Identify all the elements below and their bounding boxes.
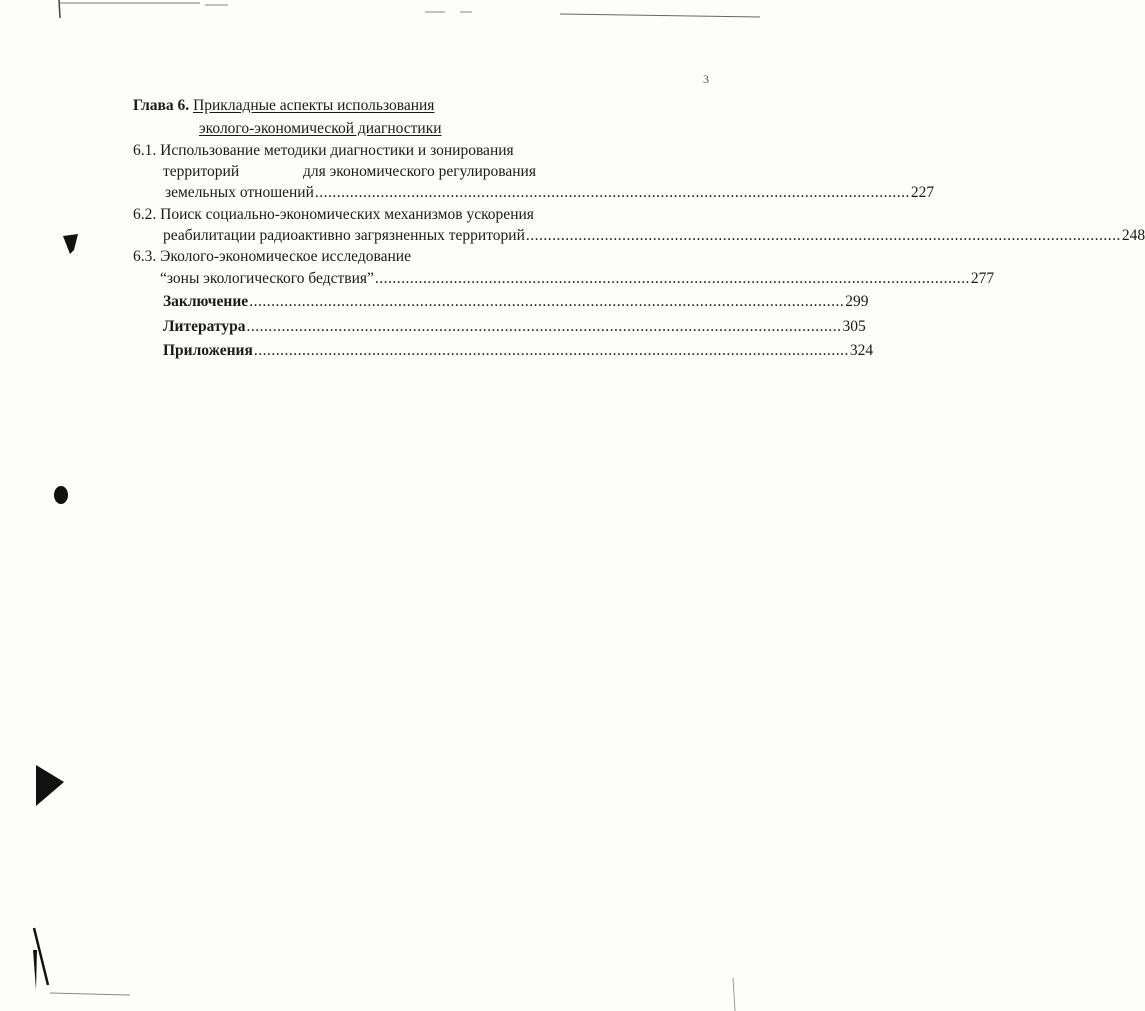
chapter-label: Глава 6. [133, 97, 190, 114]
toc-entry-title: реабилитации радиоактивно загрязненных территорий [163, 227, 525, 244]
section-6-3-heading [133, 247, 411, 267]
toc-page-number: 324 [849, 342, 874, 359]
toc-page-number: 305 [842, 318, 866, 335]
section-number: 6.3. [133, 248, 157, 265]
chapter-title-line2: эколого-экономической диагностики [199, 120, 442, 137]
toc-page-number: 299 [845, 293, 869, 310]
toc-entry-6-3[interactable] [160, 269, 995, 289]
section-6-1-line2b: для экономического регулирования [303, 163, 536, 180]
toc-entry-title: Приложения [163, 342, 253, 359]
section-6-2-heading [133, 205, 534, 225]
leader-dots: ........................................................................................................................................ [314, 184, 910, 201]
leader-dots: ........................................................................................................................................ [253, 342, 849, 359]
section-title-line1: Использование методики диагностики и зонирования [160, 142, 514, 159]
toc-entry-title: Литература [163, 318, 246, 335]
toc-page-number: 227 [910, 184, 935, 201]
page-number: 3 [703, 72, 709, 86]
toc-entry-conclusion[interactable] [163, 292, 869, 312]
chapter-heading [133, 96, 434, 116]
toc-entry-appendices[interactable] [163, 341, 874, 361]
leader-dots: ........................................................................................................................................ [525, 227, 1121, 244]
section-title-line1: Поиск социально-экономических механизмов ускорения [160, 206, 534, 223]
chapter-title-line1: Прикладные аспекты использования [193, 97, 435, 114]
section-6-1-heading [133, 141, 514, 161]
section-number: 6.2. [133, 206, 157, 223]
section-number: 6.1. [133, 142, 157, 159]
leader-dots: ........................................................................................................................................ [249, 293, 845, 310]
toc-entry-title: “зоны экологического бедствия” [160, 270, 374, 287]
toc-page-number: 248 [1121, 227, 1145, 244]
toc-entry-title: Заключение [163, 293, 249, 310]
section-title-line1: Эколого-экономическое исследование [160, 248, 411, 265]
leader-dots: ........................................................................................................................................ [246, 318, 842, 335]
toc-entry-title: земельных отношений [165, 184, 314, 201]
leader-dots: ........................................................................................................................................ [374, 270, 970, 287]
toc-entry-6-2[interactable] [163, 226, 1145, 246]
section-6-1-line2a: территорий [163, 163, 240, 180]
toc-entry-literature[interactable] [163, 317, 866, 337]
toc-page-number: 277 [970, 270, 995, 287]
toc-entry-6-1[interactable] [165, 183, 935, 203]
